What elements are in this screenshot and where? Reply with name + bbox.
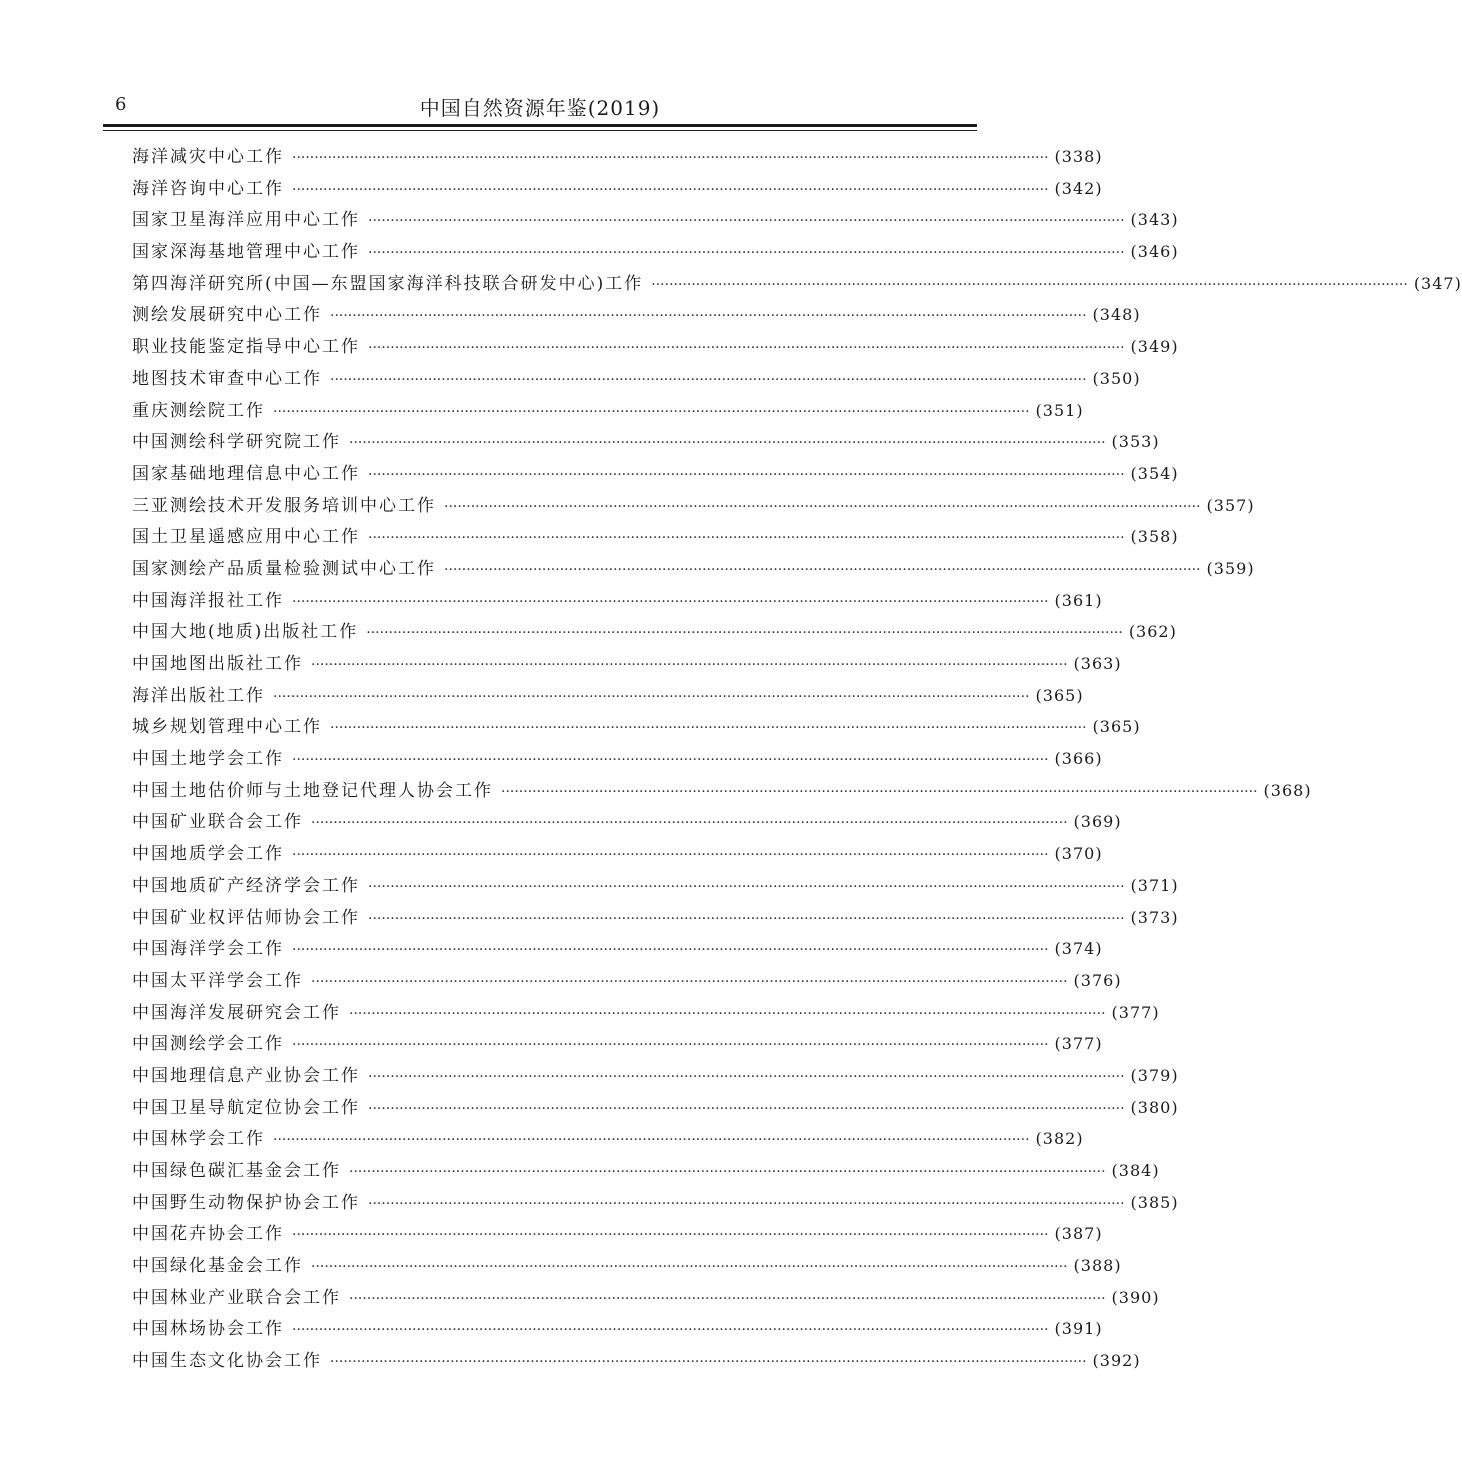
toc-entry[interactable]	[132, 806, 1122, 838]
toc-entry-page: (373)	[1130, 907, 1179, 927]
toc-entry-page: (365)	[1035, 685, 1084, 705]
toc-dot-leader: ··········································································································································································	[292, 181, 1049, 198]
toc-dot-leader: ··········································································································································································	[368, 245, 1125, 262]
toc-dot-leader: ··········································································································································································	[311, 657, 1068, 673]
toc-entry-page: (354)	[1130, 463, 1179, 483]
toc-entry-page: (365)	[1092, 717, 1141, 737]
toc-dot-leader: ··········································································································································································	[349, 1290, 1106, 1307]
toc-entry-page: (371)	[1130, 875, 1179, 895]
toc-entry[interactable]	[132, 965, 1122, 997]
toc-entry[interactable]	[132, 1313, 1103, 1345]
toc-dot-leader: ··········································································································································································	[311, 815, 1068, 832]
toc-dot-leader: ··········································································································································································	[292, 1037, 1049, 1054]
toc-entry-title: 第四海洋研究所(中国—东盟国家海洋科技联合研发中心)工作	[132, 273, 644, 294]
toc-entry-title: 国家深海基地管理中心工作	[132, 242, 360, 263]
toc-entry[interactable]	[132, 585, 1103, 617]
toc-dot-leader: ··········································································································································································	[501, 783, 1258, 800]
toc-entry-title: 测绘发展研究中心工作	[132, 305, 322, 326]
toc-dot-leader: ··········································································································································································	[368, 466, 1125, 483]
toc-entry-title: 中国花卉协会工作	[132, 1224, 284, 1245]
toc-entry-title: 海洋减灾中心工作	[132, 147, 284, 167]
toc-dot-leader: ··········································································································································································	[330, 371, 1087, 388]
toc-dot-leader: ··········································································································································································	[273, 688, 1030, 705]
toc-entry-page: (390)	[1111, 1287, 1160, 1307]
toc-dot-leader: ··········································································································································································	[368, 340, 1125, 357]
toc-dot-leader: ··········································································································································································	[330, 1354, 1087, 1371]
toc-entry-page: (346)	[1130, 242, 1179, 262]
toc-entry[interactable]	[132, 616, 1177, 648]
toc-entry-title: 中国地质矿产经济学会工作	[132, 875, 360, 896]
toc-entry[interactable]	[132, 1092, 1179, 1124]
toc-entry-title: 中国林学会工作	[132, 1129, 265, 1150]
toc-entry[interactable]	[132, 680, 1084, 712]
toc-entry-title: 国家基础地理信息中心工作	[132, 463, 360, 484]
toc-dot-leader: ··········································································································································································	[368, 530, 1125, 547]
toc-entry-page: (370)	[1054, 844, 1103, 864]
toc-entry-title: 中国海洋学会工作	[132, 939, 284, 960]
toc-entry-page: (384)	[1111, 1161, 1160, 1180]
toc-dot-leader: ··········································································································································································	[368, 910, 1125, 927]
toc-entry-title: 中国矿业联合会工作	[132, 812, 303, 833]
toc-entry-page: (377)	[1054, 1034, 1103, 1054]
toc-entry[interactable]	[132, 236, 1179, 268]
toc-entry-page: (392)	[1092, 1351, 1141, 1371]
toc-entry-page: (377)	[1111, 1002, 1160, 1022]
toc-entry-title: 中国林场协会工作	[132, 1319, 284, 1340]
toc-entry-title: 中国大地(地质)出版社工作	[132, 622, 359, 643]
toc-entry-page: (359)	[1206, 558, 1255, 578]
toc-entry[interactable]	[132, 521, 1179, 553]
toc-entry-title: 海洋出版社工作	[132, 685, 265, 706]
toc-entry-page: (387)	[1054, 1224, 1103, 1244]
toc-dot-leader: ··········································································································································································	[311, 973, 1068, 990]
toc-entry[interactable]	[132, 458, 1179, 490]
toc-entry-page: (376)	[1073, 970, 1122, 990]
toc-entry[interactable]	[132, 648, 1122, 680]
toc-entry[interactable]	[132, 141, 1103, 173]
toc-entry-page: (347)	[1413, 273, 1462, 293]
toc-entry-page: (350)	[1092, 368, 1141, 388]
toc-entry-page: (343)	[1130, 210, 1179, 230]
toc-entry[interactable]	[132, 1250, 1122, 1282]
toc-entry-page: (369)	[1073, 812, 1122, 832]
page-number: 6	[115, 94, 128, 115]
toc-entry-title: 中国土地学会工作	[132, 749, 284, 770]
toc-entry-page: (380)	[1130, 1097, 1179, 1117]
toc-entry[interactable]	[132, 299, 1141, 331]
toc-dot-leader: ··········································································································································································	[368, 1068, 1125, 1085]
toc-dot-leader: ··········································································································································································	[292, 752, 1049, 769]
toc-entry[interactable]	[132, 363, 1141, 395]
toc-entry-page: (385)	[1130, 1192, 1179, 1212]
toc-entry[interactable]	[132, 553, 1255, 585]
toc-dot-leader: ··········································································································································································	[366, 625, 1123, 642]
toc-entry-title: 中国地质学会工作	[132, 844, 284, 865]
toc-entry-title: 中国绿色碳汇基金会工作	[132, 1161, 341, 1181]
toc-entry[interactable]	[132, 870, 1179, 902]
toc-entry[interactable]	[132, 1155, 1160, 1187]
toc-entry-title: 三亚测绘技术开发服务培训中心工作	[132, 495, 436, 516]
table-of-contents	[132, 141, 1462, 1377]
toc-entry[interactable]	[132, 268, 1462, 300]
toc-entry-page: (351)	[1035, 400, 1084, 420]
toc-entry[interactable]	[132, 711, 1141, 743]
toc-dot-leader: ··········································································································································································	[444, 498, 1201, 515]
toc-dot-leader: ··········································································································································································	[292, 942, 1049, 959]
toc-entry-title: 重庆测绘院工作	[132, 400, 265, 421]
toc-entry-page: (358)	[1130, 527, 1179, 547]
toc-entry-page: (363)	[1073, 654, 1122, 673]
toc-entry[interactable]	[132, 331, 1179, 363]
toc-entry-title: 中国矿业权评估师协会工作	[132, 907, 360, 928]
toc-entry-page: (379)	[1130, 1065, 1179, 1085]
toc-entry-page: (353)	[1111, 432, 1160, 452]
toc-entry-title: 中国测绘学会工作	[132, 1034, 284, 1055]
toc-dot-leader: ··········································································································································································	[311, 1259, 1068, 1276]
toc-dot-leader: ··········································································································································································	[292, 593, 1049, 610]
toc-entry[interactable]	[132, 838, 1103, 870]
toc-entry-title: 中国林业产业联合会工作	[132, 1287, 341, 1308]
toc-entry-title: 中国绿化基金会工作	[132, 1256, 303, 1277]
toc-entry-page: (382)	[1035, 1129, 1084, 1149]
toc-dot-leader: ··········································································································································································	[368, 1195, 1125, 1212]
toc-dot-leader: ··········································································································································································	[349, 435, 1106, 452]
toc-entry-page: (348)	[1092, 305, 1141, 325]
toc-dot-leader: ··········································································································································································	[273, 1132, 1030, 1149]
toc-entry-page: (342)	[1054, 178, 1103, 198]
toc-entry-title: 中国土地估价师与土地登记代理人协会工作	[132, 780, 493, 801]
toc-dot-leader: ··········································································································································································	[292, 847, 1049, 864]
toc-entry[interactable]	[132, 933, 1103, 965]
toc-dot-leader: ··········································································································································································	[349, 1164, 1106, 1180]
toc-entry[interactable]	[132, 1028, 1103, 1060]
toc-entry-page: (361)	[1054, 590, 1103, 610]
toc-entry-page: (349)	[1130, 337, 1179, 357]
toc-entry[interactable]	[132, 490, 1255, 522]
toc-entry[interactable]	[132, 902, 1179, 934]
toc-entry-page: (368)	[1263, 780, 1312, 800]
toc-entry[interactable]	[132, 426, 1160, 458]
toc-entry-title: 国家卫星海洋应用中心工作	[132, 210, 360, 231]
toc-entry-title: 中国海洋报社工作	[132, 590, 284, 611]
toc-entry-title: 中国野生动物保护协会工作	[132, 1192, 360, 1213]
toc-dot-leader: ··········································································································································································	[330, 308, 1087, 325]
toc-dot-leader: ··········································································································································································	[292, 150, 1049, 166]
header-rule-thick	[103, 124, 977, 127]
toc-entry-title: 中国海洋发展研究会工作	[132, 1002, 341, 1023]
toc-entry-page: (357)	[1206, 495, 1255, 515]
toc-dot-leader: ··········································································································································································	[330, 720, 1087, 737]
toc-entry-title: 地图技术审查中心工作	[132, 368, 322, 389]
toc-entry[interactable]	[132, 775, 1312, 807]
toc-entry-title: 中国卫星导航定位协会工作	[132, 1097, 360, 1118]
toc-entry[interactable]	[132, 173, 1103, 205]
toc-dot-leader: ··········································································································································································	[368, 1100, 1125, 1117]
toc-dot-leader: ··········································································································································································	[651, 276, 1408, 293]
toc-entry-title: 中国生态文化协会工作	[132, 1351, 322, 1372]
toc-dot-leader: ··········································································································································································	[368, 878, 1125, 895]
toc-entry[interactable]	[132, 1123, 1084, 1155]
toc-entry-page: (388)	[1073, 1256, 1122, 1276]
toc-entry[interactable]	[132, 395, 1084, 427]
toc-entry[interactable]	[132, 1218, 1103, 1250]
running-title: 中国自然资源年鉴(2019)	[419, 96, 661, 120]
toc-entry-title: 中国地理信息产业协会工作	[132, 1065, 360, 1086]
toc-entry[interactable]	[132, 997, 1160, 1029]
toc-entry-page: (374)	[1054, 939, 1103, 959]
toc-dot-leader: ··········································································································································································	[368, 213, 1125, 230]
toc-entry-page: (338)	[1054, 147, 1103, 166]
toc-entry-title: 中国测绘科学研究院工作	[132, 432, 341, 453]
toc-entry[interactable]	[132, 1187, 1179, 1219]
toc-entry-title: 国土卫星遥感应用中心工作	[132, 527, 360, 548]
toc-entry-page: (362)	[1128, 622, 1177, 642]
toc-entry[interactable]	[132, 204, 1179, 236]
toc-dot-leader: ··········································································································································································	[292, 1227, 1049, 1244]
toc-entry[interactable]	[132, 1060, 1179, 1092]
toc-dot-leader: ··········································································································································································	[444, 561, 1201, 578]
toc-dot-leader: ··········································································································································································	[273, 403, 1030, 420]
toc-entry-page: (391)	[1054, 1319, 1103, 1339]
toc-entry[interactable]	[132, 1345, 1141, 1377]
toc-entry[interactable]	[132, 743, 1103, 775]
toc-entry-title: 中国地图出版社工作	[132, 654, 303, 674]
header-rule-thin	[103, 130, 977, 131]
toc-dot-leader: ··········································································································································································	[349, 1005, 1106, 1022]
toc-entry[interactable]	[132, 1282, 1160, 1314]
toc-entry-title: 国家测绘产品质量检验测试中心工作	[132, 558, 436, 579]
page-header	[103, 92, 977, 120]
toc-entry-title: 海洋咨询中心工作	[132, 178, 284, 199]
toc-entry-page: (366)	[1054, 749, 1103, 769]
toc-dot-leader: ··········································································································································································	[292, 1322, 1049, 1339]
toc-entry-title: 城乡规划管理中心工作	[132, 717, 322, 738]
toc-entry-title: 职业技能鉴定指导中心工作	[132, 337, 360, 358]
toc-entry-title: 中国太平洋学会工作	[132, 970, 303, 991]
